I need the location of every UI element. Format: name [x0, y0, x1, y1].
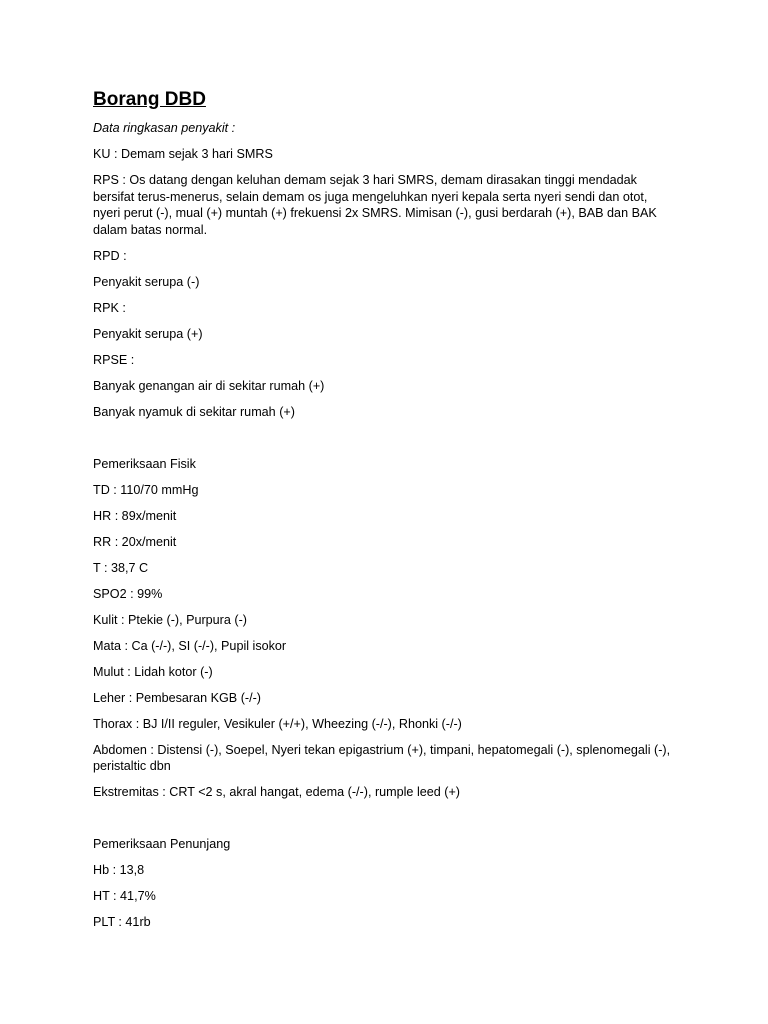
- physical-exam-item: RR : 20x/menit: [93, 534, 177, 549]
- rpk-value: Penyakit serupa (+): [93, 326, 203, 341]
- document-subtitle: Data ringkasan penyakit :: [93, 121, 236, 135]
- physical-exam-item: TD : 110/70 mmHg: [93, 482, 199, 497]
- rpse-label: RPSE :: [93, 352, 135, 367]
- supporting-exam-heading: Pemeriksaan Penunjang: [93, 837, 231, 851]
- ku-line: KU : Demam sejak 3 hari SMRS: [93, 147, 273, 161]
- physical-exam-item: T : 38,7 C: [93, 560, 149, 575]
- physical-exam-item: Abdomen : Distensi (-), Soepel, Nyeri tekan epigastrium (+), timpani, hepatomegali (-), splenomegali (-), peristaltic dbn: [93, 742, 671, 773]
- section-spacer: [93, 810, 678, 827]
- supporting-exam-item: PLT : 41rb: [93, 915, 151, 929]
- rpd-label: RPD :: [93, 248, 127, 263]
- rps-paragraph: RPS : Os datang dengan keluhan demam sejak 3 hari SMRS, demam dirasakan tinggi mendadak bersifat terus-menerus, selain demam os juga mengeluhkan nyeri kepala serta nyeri sendi dan otot, nyeri perut (-), mual (+) muntah (+) frekuensi 2x SMRS. Mimisan (-), gusi berdarah (+), BAB dan BAK dalam batas normal.: [93, 173, 657, 237]
- supporting-exam-item: HT : 41,7%: [93, 889, 156, 903]
- section-spacer: [93, 430, 678, 447]
- physical-exam-heading: Pemeriksaan Fisik: [93, 456, 196, 471]
- document-title: Borang DBD: [93, 89, 206, 110]
- physical-exam-item: SPO2 : 99%: [93, 586, 163, 601]
- supporting-exam-item: Hb : 13,8: [93, 863, 145, 877]
- rpse-item: Banyak genangan air di sekitar rumah (+): [93, 378, 325, 393]
- physical-exam-item: Thorax : BJ I/II reguler, Vesikuler (+/+), Wheezing (-/-), Rhonki (-/-): [93, 716, 462, 731]
- physical-exam-item: HR : 89x/menit: [93, 508, 177, 523]
- document-page: [93, 88, 678, 940]
- physical-exam-item: Kulit : Ptekie (-), Purpura (-): [93, 612, 247, 627]
- physical-exam-item: Ekstremitas : CRT <2 s, akral hangat, edema (-/-), rumple leed (+): [93, 785, 460, 799]
- rpd-value: Penyakit serupa (-): [93, 274, 200, 289]
- physical-exam-item: Mata : Ca (-/-), SI (-/-), Pupil isokor: [93, 638, 287, 653]
- physical-exam-item: Leher : Pembesaran KGB (-/-): [93, 690, 261, 705]
- physical-exam-item: Mulut : Lidah kotor (-): [93, 664, 213, 679]
- rpse-item: Banyak nyamuk di sekitar rumah (+): [93, 404, 295, 419]
- rpk-label: RPK :: [93, 300, 126, 315]
